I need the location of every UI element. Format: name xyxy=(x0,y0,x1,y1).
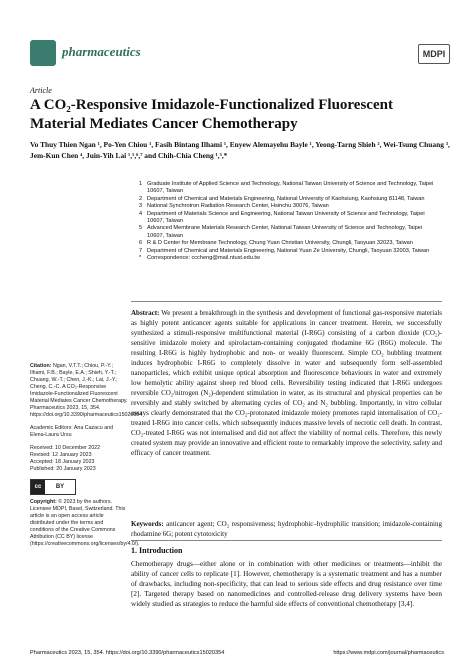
page-footer xyxy=(30,650,444,656)
publisher-logo: MDPI xyxy=(418,44,450,64)
footer-citation[interactable]: Pharmaceutics 2023, 15, 354. https://doi.org/10.3390/pharmaceutics15020354 xyxy=(30,650,225,656)
affiliation-item: 4 Department of Materials Science and Engineering, National Taiwan University of Science and Technology, Taipei 10607, Taiwan xyxy=(139,210,425,225)
affiliation-list xyxy=(139,181,439,262)
article-type: Article xyxy=(30,86,52,95)
keywords-label: Keywords: xyxy=(131,520,164,528)
paper-title: A CO₂-Responsive Imidazole-Functionalized Fluorescent Material Mediates Cancer Chemotherapy xyxy=(30,97,393,132)
cc-by-badge[interactable] xyxy=(30,479,76,495)
by-icon: BY xyxy=(55,483,65,490)
section-heading: 1. Introduction xyxy=(131,546,183,555)
divider xyxy=(131,301,442,302)
intro-paragraph: Chemotherapy drugs—either alone or in combination with other medicines or treatments—inhibit the ability of cancer cells to replicate [1]. However, chemotherapy is a systematic treatment and has a number of drawbacks, including non-specificity, that can lead to serious side effects and drug resistance over time [2]. Targeted therapy based on nanomedicines and controlled-release drug delivery systems have been widely studied as strategies to reduce the harmful side effects of conventional chemotherapy [3,4]. xyxy=(131,560,442,608)
affiliation-item: 6 R & D Center for Membrane Technology, Chung Yuan Christian University, Chungli, Taoyuan 32023, Taiwan xyxy=(139,240,413,247)
journal-name: pharmaceutics xyxy=(62,44,141,59)
correspondence[interactable]: * Correspondence: cccheng@mail.ntust.edu.tw xyxy=(139,255,260,262)
abstract-text: We present a breakthrough in the synthesis and development of functional gas-responsive materials as highly potent anticancer agents suitable for applications in cancer treatment. Herein, we successfully synthesized a stimuli-responsive multifunctional material (I-R6G) consisting of a carbon dioxide (CO₂)-sensitive imidazole moiety and spirolactam-containing conjugated rhodamine 6G (R6G) molecule. The resulting I-R6G is highly hydrophobic and non- or weakly fluorescent. Simple CO₂ bubbling treatment induces hydrophobic I-R6G to completely dissolve in water and subsequently form self-assembled nanoparticles, which exhibit unique optical absorption and fluorescence behaviours in water and extremely low hemolytic ability against sheep red blood cells. Reversibility testing indicated that I-R6G undergoes reversible CO₂/nitrogen (N₂)-dependent stimulation in water, as its structural and physical properties can be reversibly and stably switched by alternating cycles of CO₂ and N₂ bubbling. Importantly, in vitro cellular assays clearly demonstrated that the CO₂-protonated imidazole moiety promotes rapid internalisation of CO₂-treated I-R6G into cancer cells, which subsequently induces massive levels of necrotic cell death. In contrast, CO₂-treated I-R6G was not internalised and did not affect the viability of normal cells. Therefore, this newly created system may provide an innovative and efficient route to remarkably improve the selectivity, safety and efficacy of cancer treatment. xyxy=(131,309,442,457)
journal-logo-icon xyxy=(30,40,56,66)
keywords-text: anticancer agent; CO₂ responsiveness; hydrophobic–hydrophilic transition; imidazole-containing rhodamine 6G; potent cytotoxicity xyxy=(131,520,443,538)
keywords xyxy=(131,519,442,539)
affiliation-item: 5 Advanced Membrane Materials Research Center, National Taiwan University of Science and Technology, Taipei 10607, Taiwan xyxy=(139,225,423,239)
academic-editors: Academic Editors: Ana Cazacu and Elena-Laura Ursu xyxy=(30,425,114,438)
author-list: Vo Thuy Thien Ngan ¹, Po-Yen Chiou ¹, Fasih Bintang Ilhami ¹, Enyew Alemayehu Bayle ¹, Yeong-Tarng Shieh ², Wei-Tsung Chuang ³, Jem-Kun Chen ⁴, Juin-Yih Lai ¹,⁵,⁶,⁷ and Chih-Chia Cheng ¹,⁵,* xyxy=(30,140,450,160)
citation: Citation: Ngan, V.T.T.; Chiou, P.-Y.; Ilhami, F.B.; Bayle, E.A.; Shieh, Y.-T.; Chuang, W.-T.; Chen, J.-K.; Lai, J.-Y.; Cheng, C.-C. A CO₂-Responsive Imidazole-Functionalized Fluorescent Material Mediates Cancer Chemotherapy. Pharmaceutics 2023, 15, 354. https://doi.org/10.3390/pharmaceutics15020354 xyxy=(30,363,143,418)
affiliation-item: 1 Graduate Institute of Applied Science and Technology, National Taiwan University of Science and Technology, Taipei 10607, Taiwan xyxy=(139,181,434,195)
abstract-label: Abstract: xyxy=(131,309,160,317)
copyright: Copyright: © 2023 by the authors. Licensee MDPI, Basel, Switzerland. This article is an open access article distributed under the terms and conditions of the Creative Commons Attribution (CC BY) license (https://creativecommons.org/licenses/by/4.0/). xyxy=(30,499,140,547)
affiliation-item: 3 National Synchrotron Radiation Research Center, Hsinchu 30076, Taiwan xyxy=(139,203,329,210)
abstract xyxy=(131,308,442,458)
dates: Received: 10 December 2022 Revised: 12 January 2023 Accepted: 18 January 2023 Published: 20 January 2023 xyxy=(30,445,101,472)
affiliation-item: 2 Department of Chemical and Materials Engineering, National University of Kaohsiung, Kaohsiung 81148, Taiwan xyxy=(139,195,425,202)
affiliation-item: 7 Department of Chemical and Materials Engineering, National Yuan Ze University, Chungli, Taoyuan 32003, Taiwan xyxy=(139,247,430,254)
cc-icon: cc xyxy=(31,480,45,494)
citation-doi[interactable]: Pharmaceutics 2023, 15, 354. https://doi.org/10.3390/pharmaceutics15020354 xyxy=(30,405,143,418)
footer-url[interactable]: https://www.mdpi.com/journal/pharmaceutics xyxy=(333,650,444,656)
sidebar xyxy=(30,363,143,554)
divider xyxy=(131,540,442,541)
